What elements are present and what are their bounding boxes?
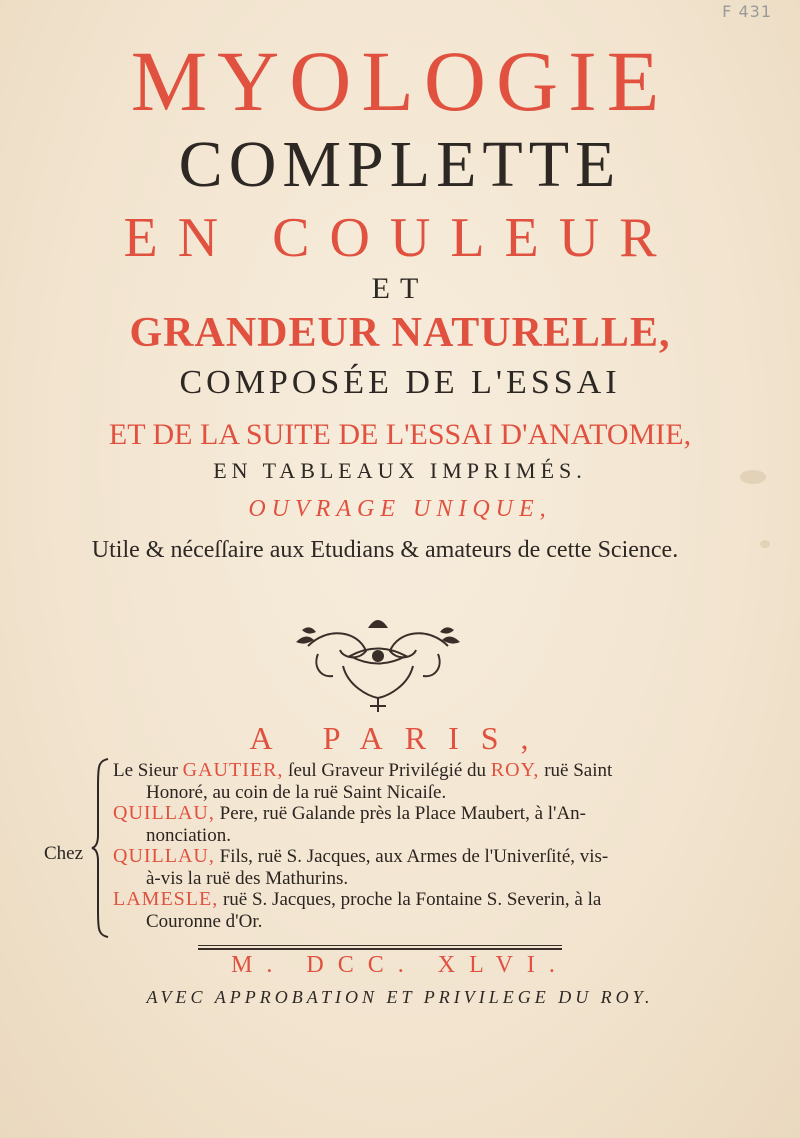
seller-entry xyxy=(113,760,725,803)
seller-name: LAMESLE, xyxy=(113,888,219,910)
seller-address: ruë S. Jacques, proche la Fontaine S. Severin, à la xyxy=(218,889,602,910)
seller-name: GAUTIER, xyxy=(182,759,284,781)
seller-continuation: Couronne d'Or. xyxy=(146,910,263,932)
seller-continuation: nonciation. xyxy=(146,824,231,846)
vignette-ornament xyxy=(288,606,468,716)
seller-name: QUILLAU, xyxy=(113,845,215,867)
seller-address: ſeul Graveur Privilégié du xyxy=(283,760,491,781)
title-utile: Utile & néceſſaire aux Etudians & amateurs de cette Science. xyxy=(91,537,679,563)
double-rule-top xyxy=(198,945,562,946)
seller-roy: ROY, xyxy=(490,759,540,781)
double-rule-bottom xyxy=(198,948,562,950)
seller-entry xyxy=(113,803,725,846)
imprint-city: A PARIS, xyxy=(249,720,551,756)
shelfmark: F 431 xyxy=(722,2,772,21)
seller-entry xyxy=(113,846,725,889)
title-tableaux: EN TABLEAUX IMPRIMÉS. xyxy=(213,458,587,483)
title-grandeur-naturelle: GRANDEUR NATURELLE, xyxy=(129,310,671,356)
title-et: ET xyxy=(371,272,429,305)
imprint-date: M. DCC. XLVI. xyxy=(231,952,569,978)
title-suite-essai: ET DE LA SUITE DE L'ESSAI D'ANATOMIE, xyxy=(108,418,692,451)
seller-prefix: Le Sieur xyxy=(113,760,183,781)
curly-brace xyxy=(90,757,110,939)
seller-continuation: à-vis la ruë des Mathurins. xyxy=(146,867,349,889)
seller-address-end: ruë Saint xyxy=(539,760,613,781)
seller-entry xyxy=(113,889,725,932)
chez-label: Chez xyxy=(44,843,84,864)
title-ouvrage-unique: OUVRAGE UNIQUE, xyxy=(248,496,552,522)
privilege-line: AVEC APPROBATION ET PRIVILEGE DU ROY. xyxy=(146,987,654,1007)
foxing-spot xyxy=(760,540,770,548)
seller-address: Fils, ruë S. Jacques, aux Armes de l'Univerſité, vis- xyxy=(214,846,609,867)
title-composee: COMPOSÉE DE L'ESSAI xyxy=(179,364,621,401)
title-myologie: MYOLOGIE xyxy=(130,33,670,129)
title-en-couleur: EN COULEUR xyxy=(123,207,677,269)
seller-continuation: Honoré, au coin de la ruë Saint Nicaiſe. xyxy=(146,781,447,803)
seller-address: Pere, ruë Galande près la Place Maubert, à l'An- xyxy=(214,803,587,824)
title-complette: COMPLETTE xyxy=(178,128,622,201)
sellers-list xyxy=(113,760,725,932)
seller-name: QUILLAU, xyxy=(113,802,215,824)
